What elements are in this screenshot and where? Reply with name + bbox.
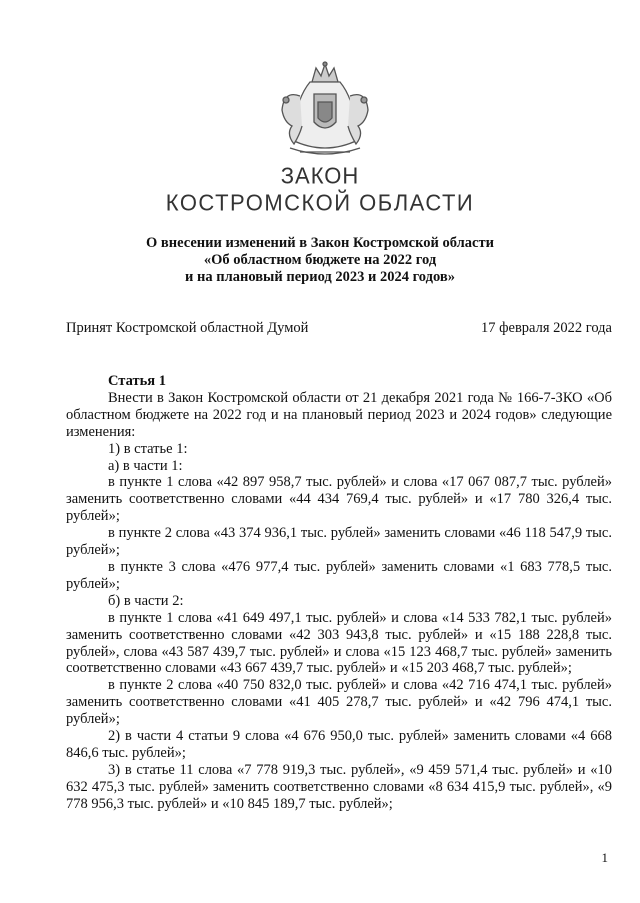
article-title: Статья 1 bbox=[108, 373, 166, 389]
adopted-by: Принят Костромской областной Думой bbox=[66, 320, 309, 336]
document-title: ЗАКОН bbox=[280, 162, 360, 189]
paragraph: в пункте 2 слова «40 750 832,0 тыс. рублей» и слова «42 716 474,1 тыс. рублей» заменить соответственно словами «41 405 278,7 тыс. рублей» и «42 796 474,1 тыс. рублей»; bbox=[66, 677, 612, 728]
subtitle-line-3: и на плановый период 2023 и 2024 годов» bbox=[185, 269, 455, 285]
subtitle-line-1: О внесении изменений в Закон Костромской области bbox=[146, 235, 494, 251]
paragraph: 3) в статье 11 слова «7 778 919,3 тыс. рублей», «9 459 571,4 тыс. рублей» и «10 632 475,3 тыс. рублей» заменить соответственно словами «8 634 415,9 тыс. рублей», «9 778 956,3 тыс. рублей» и «10 845 189,7 тыс. рублей»; bbox=[66, 761, 612, 812]
paragraph: 1) в статье 1: bbox=[108, 440, 188, 457]
paragraph: в пункте 1 слова «41 649 497,1 тыс. рублей» и слова «14 533 782,1 тыс. рублей» заменить соответственно словами «42 303 943,8 тыс. рублей» и «15 188 228,8 тыс. рублей», слова «43 587 439,7 тыс. рублей» и слова «15 123 468,7 тыс. рублей» заменить соответственно словами «43 667 439,7 тыс. рублей» и «15 203 468,7 тыс. рублей»; bbox=[66, 609, 612, 677]
paragraph: Внести в Закон Костромской области от 21 декабря 2021 года № 166-7-ЗКО «Об областном бюджете на 2022 год и на плановый период 2023 и 2024 годов» следующие изменения: bbox=[66, 389, 612, 440]
paragraph: 2) в части 4 статьи 9 слова «4 676 950,0 тыс. рублей» заменить словами «4 668 846,6 тыс. рублей»; bbox=[66, 728, 612, 761]
paragraph: б) в части 2: bbox=[108, 592, 184, 609]
paragraph: в пункте 1 слова «42 897 958,7 тыс. рублей» и слова «17 067 087,7 тыс. рублей» заменить соответственно словами «44 434 769,4 тыс. рублей» и «17 780 326,4 тыс. рублей»; bbox=[66, 474, 612, 525]
paragraph: а) в части 1: bbox=[108, 457, 183, 474]
coat-of-arms-icon bbox=[270, 60, 380, 160]
paragraph: в пункте 3 слова «476 977,4 тыс. рублей» заменить словами «1 683 778,5 тыс. рублей»; bbox=[66, 558, 612, 592]
adoption-date: 17 февраля 2022 года bbox=[480, 320, 612, 336]
page-number: 1 bbox=[601, 850, 608, 865]
article-body bbox=[66, 373, 612, 813]
subtitle-line-2: «Об областном бюджете на 2022 год bbox=[203, 252, 437, 268]
region-title: КОСТРОМСКОЙ ОБЛАСТИ bbox=[165, 189, 475, 216]
paragraph: в пункте 2 слова «43 374 936,1 тыс. рублей» заменить словами «46 118 547,9 тыс. рублей»; bbox=[66, 525, 612, 559]
